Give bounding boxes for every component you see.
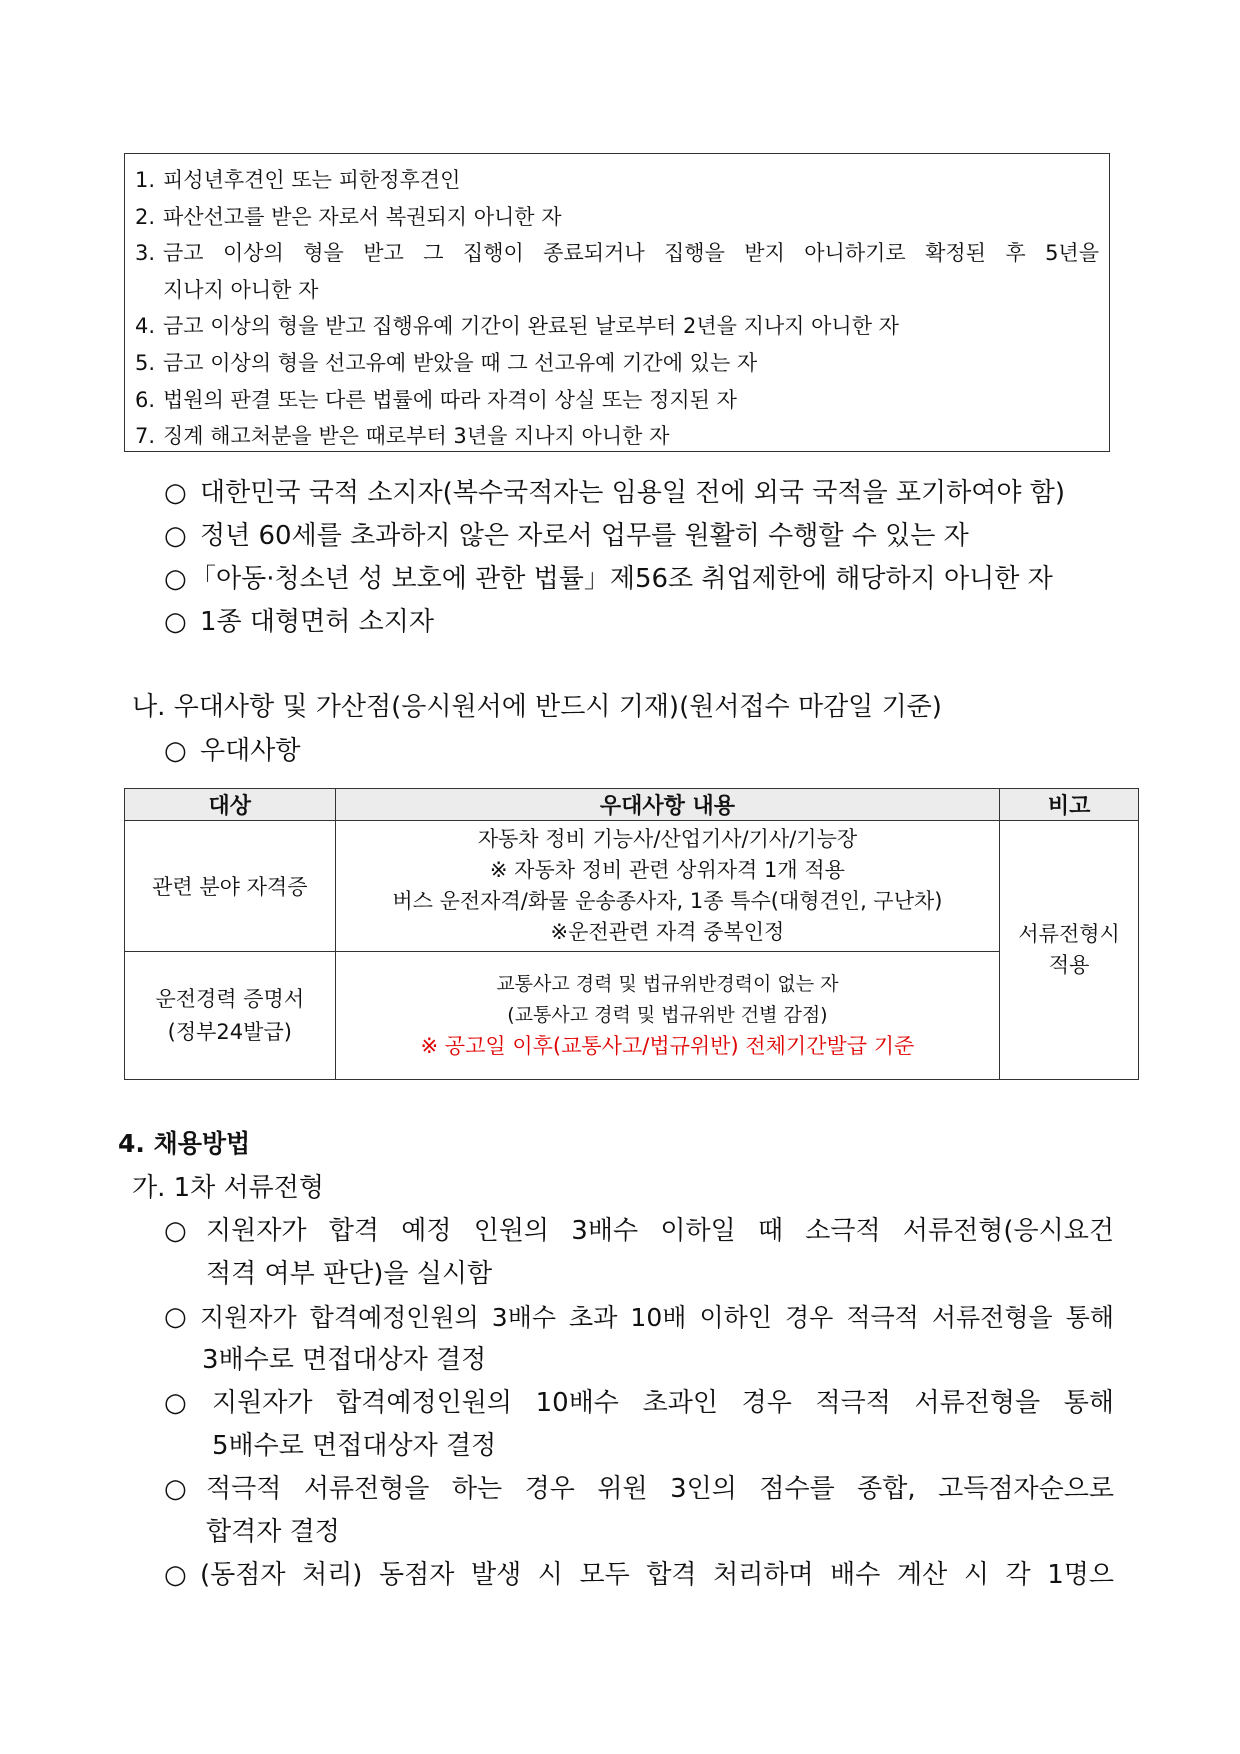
method-paragraph [164,1468,1114,1554]
disqualification-item [135,308,1099,345]
target-line: (정부24발급) [167,1019,292,1044]
item-number: 5. [135,350,156,375]
disqualification-item [135,418,1099,455]
content-line: (교통사고 경력 및 법규위반 건별 감점) [507,1004,828,1026]
requirement-text: 「아동·청소년 성 보호에 관한 법률」제56조 취업제한에 해당하지 아니한 자 [190,564,1053,594]
circle-bullet-icon: ○ [164,736,187,766]
item-text: 법원의 판결 또는 다른 법률에 따라 자격이 상실 또는 정지된 자 [163,387,737,412]
preference-sub-bullet-text: 우대사항 [200,736,301,766]
method-paragraph [164,1210,1114,1296]
item-number: 6. [135,387,156,412]
paragraph-line2: 3배수로 면접대상자 결정 [202,1345,487,1375]
paragraph-line1: (동점자 처리) 동점자 발생 시 모두 합격 처리하며 배수 계산 시 각 1명으 [200,1560,1114,1590]
circle-bullet-icon: ○ [164,1302,187,1332]
item-text: 피성년후견인 또는 피한정후견인 [163,168,461,192]
disqualification-item [135,162,1099,199]
target-line: 운전경력 증명서 [155,986,305,1011]
header-note: 비고 [1000,789,1139,821]
paragraph-line2: 합격자 결정 [206,1517,340,1547]
circle-bullet-icon: ○ [164,1560,187,1590]
requirement-text: 대한민국 국적 소지자(복수국적자는 임용일 전에 외국 국적을 포기하여야 함) [200,478,1066,508]
method-paragraph [164,1554,1114,1597]
row-target [125,952,336,1080]
content-line: 자동차 정비 기능사/산업기사/기사/기능장 [477,827,858,851]
circle-bullet-icon: ○ [164,564,187,594]
circle-bullet-icon: ○ [164,1474,187,1504]
content-line: ※운전관련 자격 중복인정 [550,920,785,944]
row-target: 관련 분야 자격증 [125,821,336,952]
item-number: 3. [135,241,156,266]
row-content [335,952,1000,1080]
method-paragraph [164,1382,1114,1468]
red-note: ※ 공고일 이후(교통사고/법규위반) 전체기간발급 기준 [420,1034,915,1058]
row-note [1000,821,1139,1080]
disqualification-item [135,235,1099,308]
header-content: 우대사항 내용 [335,789,1000,821]
paragraph-line1: 지원자가 합격 예정 인원의 3배수 이하일 때 소극적 서류전형(응시요건 [206,1216,1114,1246]
paragraph-line1: 적극적 서류전형을 하는 경우 위원 3인의 점수를 종합, 고득점자순으로 [206,1474,1114,1504]
item-number: 1. [135,168,156,192]
disqualification-item [135,345,1099,382]
table-row [125,821,1139,952]
row-content [335,821,1000,952]
paragraph-line2: 적격 여부 판단)을 실시함 [206,1259,493,1289]
circle-bullet-icon: ○ [164,521,187,551]
item-text [163,235,1099,308]
content-line: ※ 자동차 정비 관련 상위자격 1개 적용 [489,858,845,882]
item-text: 징계 해고처분을 받은 때로부터 3년을 지나지 아니한 자 [163,424,670,449]
header-target: 대상 [125,789,336,821]
disqualification-item [135,199,1099,236]
disqualification-item [135,382,1099,419]
note-line: 적용 [1048,953,1090,977]
requirement-text: 정년 60세를 초과하지 않은 자로서 업무를 원활히 수행할 수 있는 자 [200,521,969,551]
method-paragraph [164,1296,1114,1382]
section-na-title: 나. 우대사항 및 가산점(응시원서에 반드시 기재)(원서접수 마감일 기준) [132,692,942,722]
item-number: 7. [135,424,156,449]
item-text-line2: 지나지 아니한 자 [163,277,319,302]
circle-bullet-icon: ○ [164,478,187,508]
item-text-line1: 금고 이상의 형을 받고 그 집행이 종료되거나 집행을 받지 아니하기로 확정된 후 5년을 [163,241,1099,266]
item-number: 2. [135,204,156,229]
disqualification-box [124,153,1110,452]
paragraph-line2: 5배수로 면접대상자 결정 [212,1431,497,1461]
table-row [125,952,1139,1080]
item-number: 4. [135,314,156,339]
section4-title: 4. 채용방법 [118,1129,251,1158]
content-line: 교통사고 경력 및 법규위반경력이 없는 자 [496,973,839,995]
circle-bullet-icon: ○ [164,1216,187,1246]
paragraph-line1: 지원자가 합격예정인원의 10배수 초과인 경우 적극적 서류전형을 통해 [212,1388,1114,1418]
section4-subtitle: 가. 1차 서류전형 [132,1173,325,1203]
note-line: 서류전형시 [1018,922,1120,946]
paragraph-line1: 지원자가 합격예정인원의 3배수 초과 10배 이하인 경우 적극적 서류전형을 통해 [200,1303,1114,1332]
item-text: 금고 이상의 형을 선고유예 받았을 때 그 선고유예 기간에 있는 자 [163,350,758,375]
content-line: 버스 운전자격/화물 운송종사자, 1종 특수(대형견인, 구난차) [392,889,943,913]
item-text: 파산선고를 받은 자로서 복권되지 아니한 자 [163,204,562,229]
table-header-row [125,789,1139,821]
item-text: 금고 이상의 형을 받고 집행유예 기간이 완료된 날로부터 2년을 지나지 아니한 자 [163,314,899,339]
requirement-text: 1종 대형면허 소지자 [200,607,434,637]
circle-bullet-icon: ○ [164,607,187,637]
preference-table [124,788,1139,1080]
circle-bullet-icon: ○ [164,1388,187,1418]
